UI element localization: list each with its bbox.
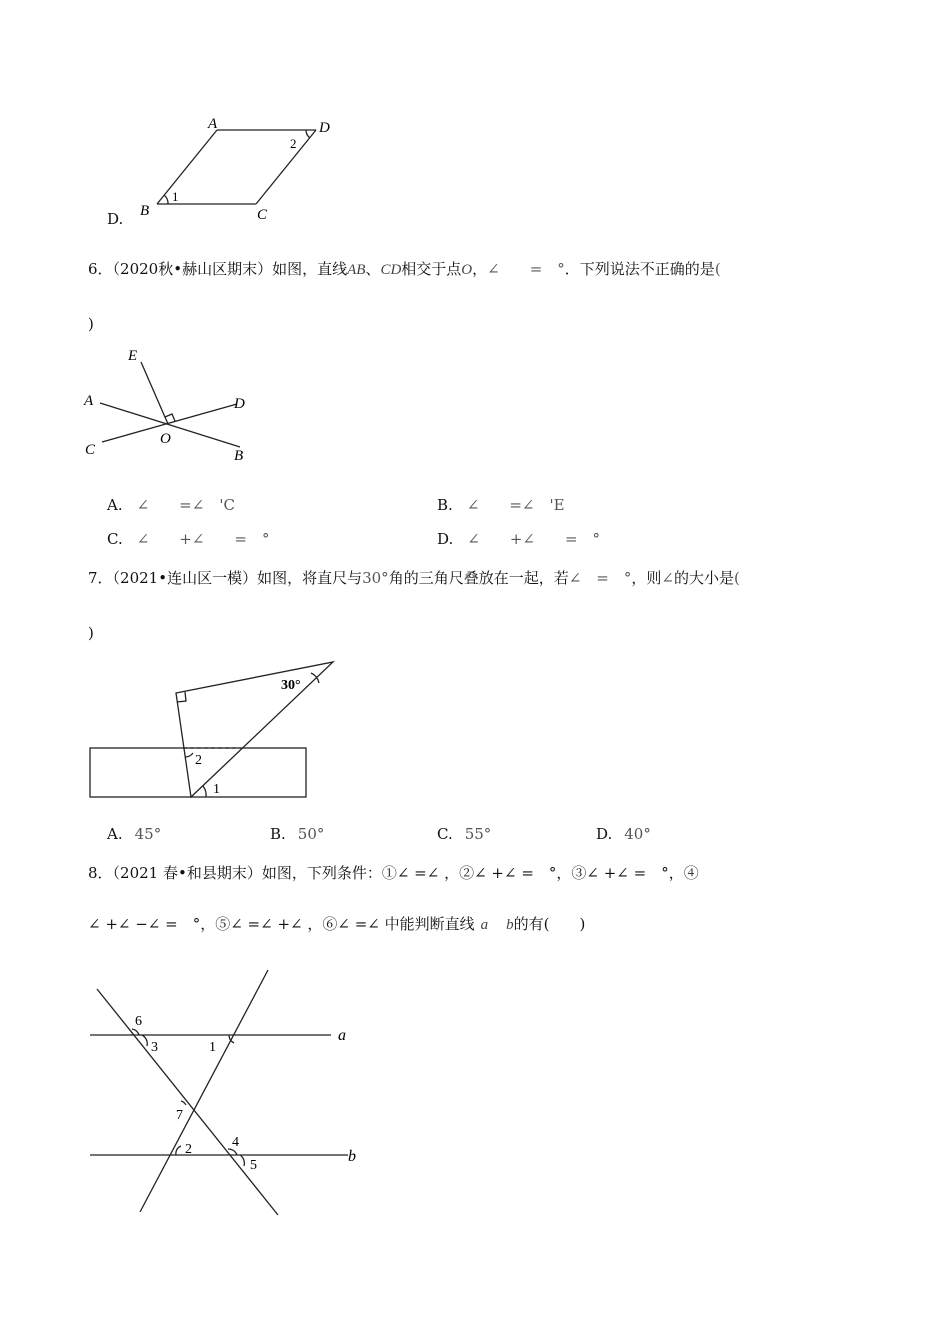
option-label: A. bbox=[107, 825, 123, 843]
q6-sep: 、 bbox=[365, 260, 381, 278]
q7-deg30: 30° bbox=[362, 569, 389, 587]
q7-number: 7． bbox=[88, 569, 113, 587]
q7-angle-expr: ∠ = ° bbox=[568, 569, 632, 587]
q6-comma: ， bbox=[472, 260, 488, 278]
q6-paren-close: ) bbox=[88, 315, 94, 333]
angle-1-label: 1 bbox=[213, 782, 220, 797]
angle-1-label: 1 bbox=[209, 1040, 216, 1055]
q8-line-a: a bbox=[480, 917, 489, 933]
angle-3-label: 3 bbox=[151, 1040, 158, 1055]
option-label: D. bbox=[596, 825, 613, 843]
q8-stem-line2 bbox=[88, 913, 585, 934]
q6-paren-open: ( bbox=[714, 260, 721, 278]
angle-7-label: 7 bbox=[176, 1108, 183, 1123]
q6-angle-expr: ∠ = ° bbox=[487, 260, 565, 278]
label-C: C bbox=[257, 207, 268, 223]
angle-5-label: 5 bbox=[250, 1158, 257, 1173]
q6-number: 6． bbox=[88, 260, 113, 278]
q6-text: ．下列说法不正确的是 bbox=[564, 260, 715, 278]
q7-text: 的大小是 bbox=[673, 569, 734, 587]
option-value: 40° bbox=[624, 825, 651, 843]
q6-option-d[interactable] bbox=[437, 528, 600, 549]
q8-stem-line1 bbox=[88, 862, 699, 883]
q6-option-a[interactable] bbox=[107, 494, 235, 515]
option-label: A. bbox=[107, 496, 123, 514]
label-B: B bbox=[140, 203, 150, 219]
q7-option-d[interactable] bbox=[596, 825, 651, 843]
q6-source: （2020秋•赫山区期末） bbox=[112, 260, 273, 278]
label-D: D bbox=[319, 120, 330, 136]
line-a-label: a bbox=[338, 1027, 346, 1044]
label-A: A bbox=[84, 393, 94, 409]
q7-option-a[interactable] bbox=[107, 825, 161, 843]
angle-30-label: 30° bbox=[281, 678, 301, 693]
q6-intersecting-lines-figure bbox=[80, 340, 270, 465]
angle-6-label: 6 bbox=[135, 1014, 142, 1029]
q7-stem bbox=[88, 567, 740, 588]
q7-text: 如图，将直尺与 bbox=[257, 569, 363, 587]
q6-line-ab: AB bbox=[347, 262, 366, 278]
option-value: 55° bbox=[464, 825, 492, 843]
option-text: ∠ +∠ = ° bbox=[136, 530, 270, 548]
label-D: D bbox=[234, 396, 245, 412]
line-b-label: b bbox=[348, 1148, 356, 1165]
angle-2-label: 2 bbox=[290, 136, 297, 151]
q5-option-d-label[interactable]: D. bbox=[107, 210, 124, 228]
option-label: D. bbox=[437, 530, 454, 548]
q7-angle-sym: ∠ bbox=[661, 569, 674, 587]
q7-paren-close: ) bbox=[88, 624, 94, 642]
q7-source: （2021•连山区一模） bbox=[112, 569, 258, 587]
q6-option-c[interactable] bbox=[107, 528, 270, 549]
option-label: C. bbox=[107, 530, 123, 548]
label-B: B bbox=[234, 448, 244, 464]
option-text: ∠ +∠ = ° bbox=[467, 530, 601, 548]
q8-line1-text: （2021 春•和县期末）如图，下列条件：①∠ =∠ ，②∠ +∠ = °，③∠ +∠ = °，④ bbox=[112, 864, 699, 882]
angle-2-label: 2 bbox=[195, 753, 202, 768]
angle-2-label: 2 bbox=[185, 1142, 192, 1157]
q6-point-o: O bbox=[461, 262, 473, 278]
option-label: B. bbox=[270, 825, 286, 843]
angle-4-label: 4 bbox=[232, 1135, 239, 1150]
q6-option-b[interactable] bbox=[437, 494, 565, 515]
label-A: A bbox=[208, 116, 218, 132]
q5-parallelogram-figure bbox=[130, 110, 350, 230]
q6-text: 相交于点 bbox=[401, 260, 462, 278]
option-label: C. bbox=[437, 825, 453, 843]
q7-text: 角的三角尺叠放在一起，若 bbox=[388, 569, 569, 587]
q8-line2-end: 的有 bbox=[513, 915, 544, 933]
option-value: 50° bbox=[297, 825, 325, 843]
q8-line-b: b bbox=[506, 917, 514, 933]
q7-text: ，则 bbox=[631, 569, 662, 587]
q6-line-cd: CD bbox=[380, 262, 402, 278]
option-label: B. bbox=[437, 496, 453, 514]
q7-ruler-triangle-figure bbox=[85, 655, 345, 805]
q8-number: 8． bbox=[88, 864, 113, 882]
label-C: C bbox=[85, 442, 96, 458]
q8-line2-text: ∠ +∠ −∠ = °，⑤∠ =∠ +∠ ，⑥∠ =∠ 中能判断直线 bbox=[88, 915, 475, 933]
option-text: ∠ =∠ 'E bbox=[466, 496, 565, 514]
option-text: ∠ =∠ 'C bbox=[136, 496, 235, 514]
q7-paren-open: ( bbox=[733, 569, 740, 587]
q7-option-b[interactable] bbox=[270, 825, 324, 843]
q6-stem bbox=[88, 258, 721, 279]
label-O: O bbox=[160, 431, 171, 447]
label-E: E bbox=[128, 348, 138, 364]
q6-text: 如图，直线 bbox=[272, 260, 348, 278]
q7-option-c[interactable] bbox=[437, 825, 491, 843]
q8-parallel-lines-figure bbox=[85, 965, 375, 1220]
option-value: 45° bbox=[134, 825, 162, 843]
q8-answer-paren: ( ) bbox=[543, 915, 586, 933]
angle-1-label: 1 bbox=[172, 189, 179, 204]
